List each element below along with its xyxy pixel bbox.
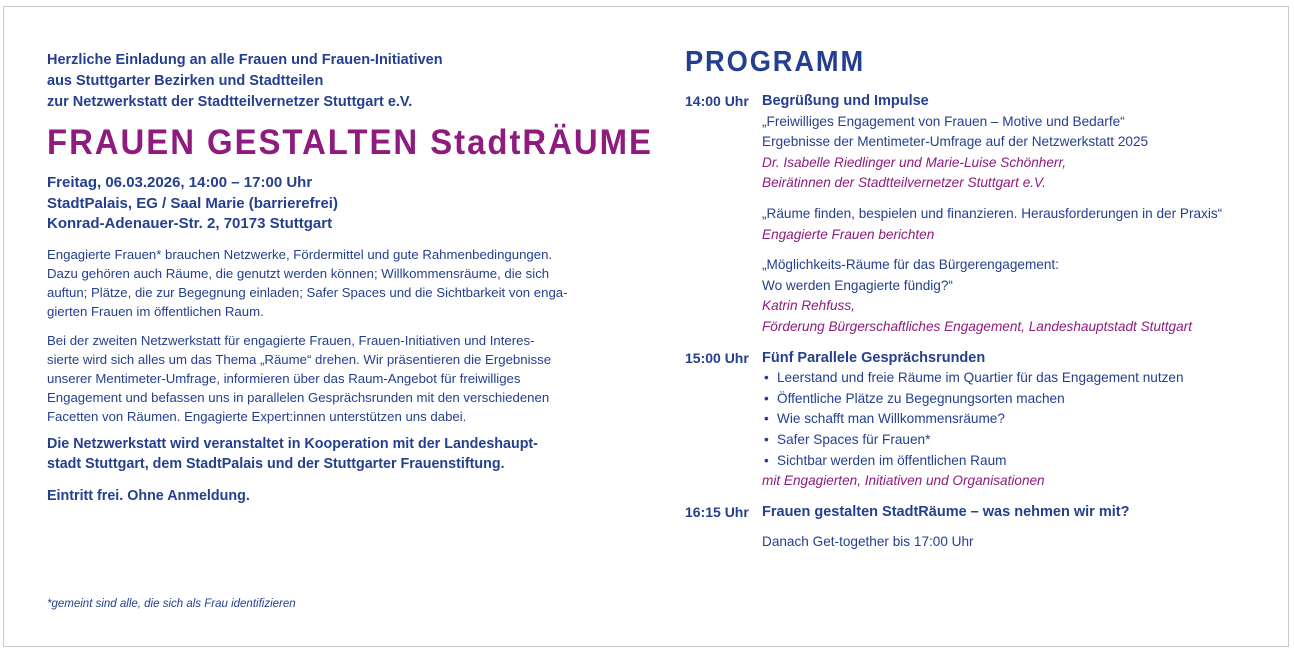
talk-title: Wo werden Engagierte fündig?“ bbox=[762, 277, 953, 293]
description-paragraph-1 bbox=[47, 245, 607, 321]
talk-3 bbox=[762, 255, 1265, 337]
slot-heading: Frauen gestalten StadtRäume – was nehmen wir mit? bbox=[762, 503, 1130, 520]
program-title: PROGRAMM bbox=[685, 46, 866, 78]
slot-heading: Begrüßung und Impulse bbox=[762, 93, 929, 109]
intro-line: Herzliche Einladung an alle Frauen und Frauen-Initiativen bbox=[47, 52, 443, 68]
talk-title: „Räume finden, bespielen und finanzieren. Herausforderungen in der Praxis“ bbox=[762, 205, 1223, 221]
talk-speaker: Förderung Bürgerschaftliches Engagement, Landeshauptstadt Stuttgart bbox=[762, 318, 1192, 334]
paragraph-line: stadt Stuttgart, dem StadtPalais und der Stuttgarter Frauenstiftung. bbox=[47, 455, 505, 472]
program-column bbox=[685, 46, 1265, 553]
event-details bbox=[47, 173, 607, 235]
paragraph-line: sierte wird sich alles um das Thema „Räume“ drehen. Wir präsentieren die Ergebnisse bbox=[47, 351, 552, 367]
intro-line: zur Netzwerkstatt der Stadtteilvernetzer Stuttgart e.V. bbox=[47, 94, 413, 110]
invitation-intro bbox=[47, 50, 607, 113]
entry-note: Eintritt frei. Ohne Anmeldung. bbox=[47, 487, 250, 504]
talk-subtitle: Ergebnisse der Mentimeter-Umfrage auf der Netzwerkstatt 2025 bbox=[762, 134, 1149, 150]
list-item: • Safer Spaces für Frauen* bbox=[762, 430, 1265, 451]
paragraph-line: Bei der zweiten Netzwerkstatt für engagierte Frauen, Frauen-Initiativen und Interes- bbox=[47, 332, 535, 348]
talk-speaker: Beirätinnen der Stadtteilvernetzer Stuttgart e.V. bbox=[762, 175, 1046, 191]
paragraph-line: auftun; Plätze, die zur Begegnung einladen; Safer Spaces und die Sichtbarkeit von enga- bbox=[47, 284, 568, 300]
paragraph-line: unserer Mentimeter-Umfrage, informieren über das Raum-Angebot für freiwilliges bbox=[47, 370, 521, 386]
talk-speaker: Dr. Isabelle Riedlinger und Marie-Luise Schönherr, bbox=[762, 154, 1067, 170]
talk-speaker: Engagierte Frauen berichten bbox=[762, 226, 935, 242]
slot-content bbox=[762, 502, 1265, 553]
footnote: *gemeint sind alle, die sich als Frau identifizieren bbox=[47, 598, 296, 610]
slot-heading: Fünf Parallele Gesprächsrunden bbox=[762, 349, 986, 366]
topic-list bbox=[762, 368, 1265, 471]
slot-time: 16:15 Uhr bbox=[685, 503, 749, 520]
talk-title: „Möglichkeits-Räume für das Bürgerengagement: bbox=[762, 257, 1059, 273]
paragraph-line: Engagierte Frauen* brauchen Netzwerke, Fördermittel und gute Rahmenbedingungen. bbox=[47, 246, 553, 262]
list-item: • Wie schafft man Willkommensräume? bbox=[762, 409, 1265, 430]
program-slot-3 bbox=[685, 502, 1265, 553]
slot-after: Danach Get-together bis 17:00 Uhr bbox=[762, 534, 974, 550]
intro-line: aus Stuttgarter Bezirken und Stadtteilen bbox=[47, 73, 324, 89]
paragraph-line: Die Netzwerkstatt wird veranstaltet in Kooperation mit der Landeshaupt- bbox=[47, 435, 538, 452]
event-address: Konrad-Adenauer-Str. 2, 70173 Stuttgart bbox=[47, 215, 333, 232]
paragraph-line: Engagement und befassen uns in parallelen Gesprächsrunden mit den verschiedenen bbox=[47, 389, 550, 405]
talk-1 bbox=[762, 112, 1265, 194]
program-slot-1 bbox=[685, 91, 1265, 338]
event-title: FRAUEN GESTALTEN StadtRÄUME bbox=[47, 123, 653, 162]
paragraph-line: Dazu gehören auch Räume, die genutzt werden können; Willkommensräume, die sich bbox=[47, 265, 550, 281]
invitation-column bbox=[47, 50, 653, 506]
description-paragraph-2 bbox=[47, 331, 607, 426]
list-item: • Leerstand und freie Räume im Quartier für das Engagement nutzen bbox=[762, 368, 1265, 389]
list-item: • Sichtbar werden im öffentlichen Raum bbox=[762, 451, 1265, 472]
slot-time: 14:00 Uhr bbox=[685, 93, 749, 109]
program-slot-2 bbox=[685, 348, 1265, 492]
talk-2 bbox=[762, 204, 1265, 245]
talk-speaker: Katrin Rehfuss, bbox=[762, 298, 855, 314]
slot-note: mit Engagierten, Initiativen und Organisationen bbox=[762, 473, 1045, 489]
paragraph-line: Facetten von Räumen. Engagierte Expert:innen unterstützen uns dabei. bbox=[47, 408, 467, 424]
slot-time: 15:00 Uhr bbox=[685, 349, 749, 366]
cooperation-note bbox=[47, 434, 607, 474]
paragraph-line: gierten Frauen im öffentlichen Raum. bbox=[47, 303, 264, 319]
talk-title: „Freiwilliges Engagement von Frauen – Motive und Bedarfe“ bbox=[762, 113, 1125, 129]
slot-content bbox=[762, 348, 1265, 492]
slot-content bbox=[762, 91, 1265, 338]
event-venue: StadtPalais, EG / Saal Marie (barrierefrei) bbox=[47, 194, 338, 212]
event-date: Freitag, 06.03.2026, 14:00 – 17:00 Uhr bbox=[47, 174, 313, 191]
list-item: • Öffentliche Plätze zu Begegnungsorten machen bbox=[762, 389, 1265, 410]
